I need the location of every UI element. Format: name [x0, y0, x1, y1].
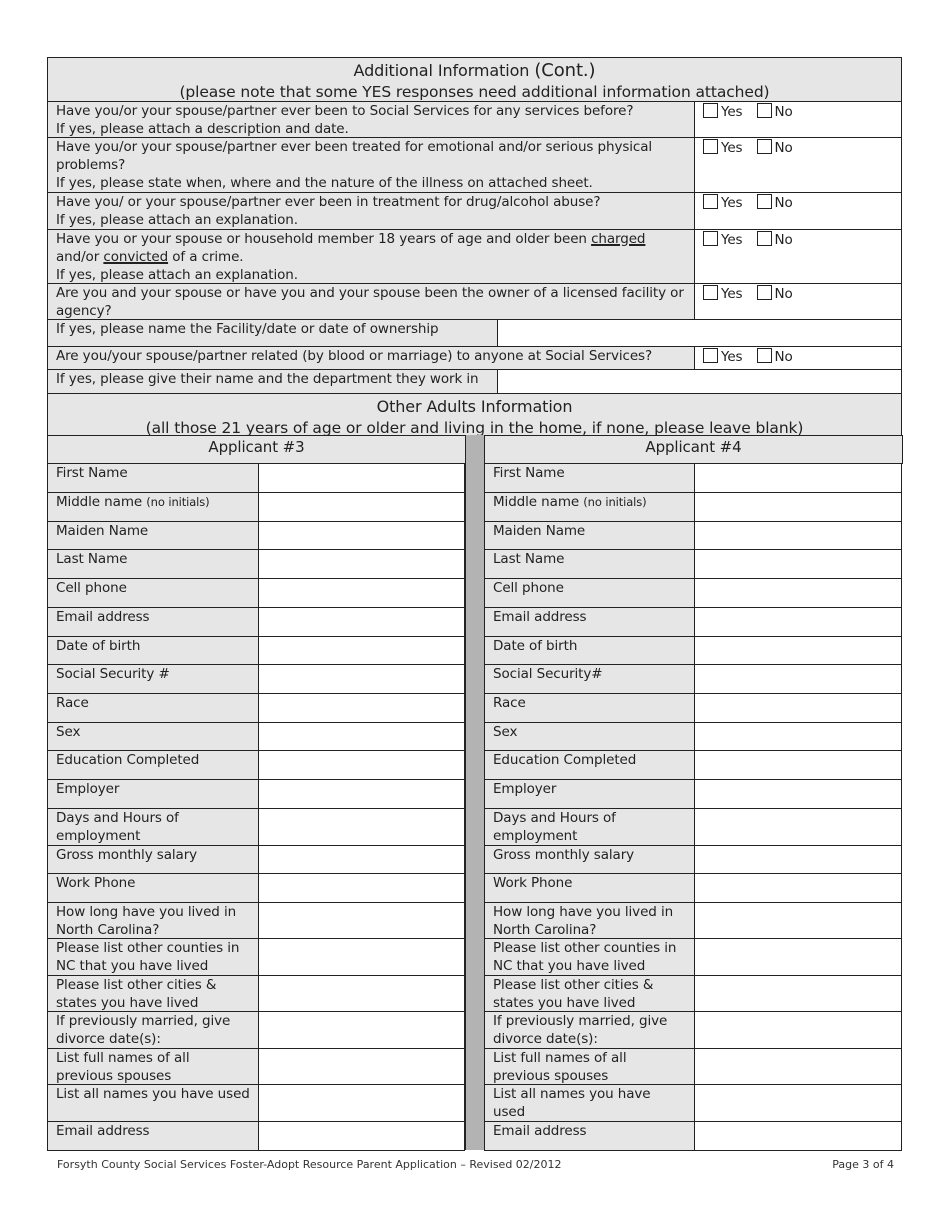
- applicant-header-3: [47, 435, 466, 464]
- field-input[interactable]: [694, 578, 902, 608]
- no-option[interactable]: [757, 348, 793, 369]
- field-label: [47, 750, 259, 780]
- question-text: If yes, please attach a description and date.: [56, 121, 349, 137]
- field-input[interactable]: [694, 975, 902, 1012]
- followup-text: If yes, please give their name and the department they work in: [56, 371, 479, 387]
- field-label: [484, 902, 695, 939]
- field-input[interactable]: [258, 722, 465, 751]
- yes-checkbox[interactable]: [703, 348, 718, 363]
- field-label: [47, 1011, 259, 1049]
- no-option[interactable]: [757, 103, 793, 137]
- yes-option[interactable]: [703, 194, 743, 229]
- additional-info-header: [47, 57, 902, 102]
- field-input[interactable]: [258, 492, 465, 522]
- field-label: [484, 463, 695, 493]
- footer-text: Forsyth County Social Services Foster-Adopt Resource Parent Application – Revised 02/2012: [57, 1158, 562, 1171]
- yes-checkbox[interactable]: [703, 139, 718, 154]
- followup-input[interactable]: [497, 369, 902, 394]
- field-label: [47, 492, 259, 522]
- field-label: [47, 1048, 259, 1085]
- field-label: [47, 975, 259, 1012]
- field-input[interactable]: [258, 607, 465, 637]
- no-checkbox[interactable]: [757, 194, 772, 209]
- field-label-text: If previously married, give divorce date(s):: [493, 1013, 668, 1047]
- yes-label: Yes: [721, 349, 743, 365]
- field-label-text: If previously married, give divorce date(s):: [56, 1013, 231, 1047]
- field-note: (no initials): [146, 495, 210, 509]
- field-label: [484, 492, 695, 522]
- question-text-emphasis: charged: [591, 231, 646, 247]
- field-label-text: Education Completed: [56, 752, 200, 768]
- yes-option[interactable]: [703, 139, 743, 192]
- question-text: Have you or your spouse or household member 18 years of age and older been: [56, 231, 587, 247]
- field-label-text: Date of birth: [493, 638, 578, 654]
- field-input[interactable]: [694, 845, 902, 874]
- field-label-text: Race: [56, 695, 89, 711]
- field-label-text: Email address: [493, 609, 587, 625]
- field-input[interactable]: [694, 664, 902, 694]
- yes-no-answer-2: [694, 137, 902, 193]
- field-label: [484, 750, 695, 780]
- followup-input[interactable]: [497, 319, 902, 347]
- other-adults-header: [47, 393, 902, 436]
- field-label-text: Cell phone: [56, 580, 127, 596]
- field-label-text: Sex: [56, 724, 81, 740]
- field-label: [484, 975, 695, 1012]
- question-text: If yes, please attach an explanation.: [56, 267, 298, 283]
- followup-label: [47, 369, 498, 394]
- field-label: [47, 938, 259, 976]
- field-label-text: Social Security#: [493, 666, 603, 682]
- field-input[interactable]: [258, 845, 465, 874]
- yes-checkbox[interactable]: [703, 194, 718, 209]
- field-input[interactable]: [694, 750, 902, 780]
- field-label: [484, 779, 695, 809]
- applicant-title: Applicant #3: [208, 438, 305, 456]
- question-text: Have you/or your spouse/partner ever been treated for emotional and/or serious physical problems?: [56, 139, 653, 173]
- field-input[interactable]: [258, 664, 465, 694]
- field-input[interactable]: [694, 1084, 902, 1122]
- field-label: [47, 636, 259, 665]
- yes-no-answer-4: [694, 229, 902, 284]
- yes-no-answer-5: [694, 283, 902, 320]
- field-input[interactable]: [258, 693, 465, 723]
- no-label: No: [774, 349, 793, 365]
- field-label: [484, 1084, 695, 1122]
- question-4: [47, 229, 695, 284]
- section-subtitle: (all those 21 years of age or older and living in the home, if none, please leave blank): [145, 419, 804, 436]
- field-input[interactable]: [694, 1121, 902, 1151]
- field-label-text: Please list other cities & states you have lived: [56, 977, 217, 1011]
- field-label-text: Date of birth: [56, 638, 141, 654]
- yes-label: Yes: [721, 140, 743, 156]
- field-label-text: Gross monthly salary: [56, 847, 198, 863]
- question-6: [47, 346, 695, 370]
- field-label-text: Work Phone: [493, 875, 573, 891]
- question-2: [47, 137, 695, 193]
- question-text: Have you/ or your spouse/partner ever been in treatment for drug/alcohol abuse?: [56, 194, 601, 210]
- field-label-text: Last Name: [493, 551, 565, 567]
- field-label: [47, 779, 259, 809]
- field-label-text: Email address: [56, 1123, 150, 1139]
- no-checkbox[interactable]: [757, 103, 772, 118]
- field-input[interactable]: [694, 463, 902, 493]
- field-label-text: List full names of all previous spouses: [56, 1050, 190, 1084]
- field-input[interactable]: [258, 975, 465, 1012]
- field-note: (no initials): [583, 495, 647, 509]
- no-label: No: [774, 232, 793, 248]
- question-text: and/or: [56, 249, 100, 265]
- field-input[interactable]: [694, 873, 902, 903]
- field-input[interactable]: [258, 750, 465, 780]
- field-input[interactable]: [258, 463, 465, 493]
- yes-checkbox[interactable]: [703, 285, 718, 300]
- field-label-text: Education Completed: [493, 752, 637, 768]
- field-input[interactable]: [258, 873, 465, 903]
- field-input[interactable]: [694, 722, 902, 751]
- field-label-text: List all names you have used: [56, 1086, 250, 1102]
- field-label: [484, 1011, 695, 1049]
- yes-no-answer-3: [694, 192, 902, 230]
- followup-label: [47, 319, 498, 347]
- section-subtitle: (please note that some YES responses need additional information attached): [179, 83, 770, 101]
- field-input[interactable]: [694, 521, 902, 550]
- yes-option[interactable]: [703, 285, 743, 319]
- question-5: [47, 283, 695, 320]
- field-input[interactable]: [258, 938, 465, 976]
- field-input[interactable]: [258, 1121, 465, 1151]
- field-label-text: List full names of all previous spouses: [493, 1050, 627, 1084]
- question-3: [47, 192, 695, 230]
- field-input[interactable]: [258, 1084, 465, 1122]
- field-label: [484, 549, 695, 579]
- question-text: Are you and your spouse or have you and your spouse been the owner of a licensed facility or agency?: [56, 285, 684, 319]
- field-input[interactable]: [694, 607, 902, 637]
- field-label: [47, 845, 259, 874]
- field-label: [484, 664, 695, 694]
- field-label-text: List all names you have used: [493, 1086, 651, 1120]
- field-label-text: Middle name: [493, 494, 580, 510]
- field-input[interactable]: [694, 492, 902, 522]
- field-input[interactable]: [258, 1048, 465, 1085]
- field-label: [484, 1121, 695, 1151]
- field-label: [484, 845, 695, 874]
- yes-option[interactable]: [703, 348, 743, 369]
- no-label: No: [774, 195, 793, 211]
- field-label-text: How long have you lived in North Carolina?: [56, 904, 237, 938]
- question-text: If yes, please attach an explanation.: [56, 212, 298, 228]
- field-label-text: Race: [493, 695, 526, 711]
- field-input[interactable]: [258, 578, 465, 608]
- field-label-text: Please list other counties in NC that you have lived: [56, 940, 240, 974]
- field-label-text: Days and Hours of employment: [56, 810, 179, 844]
- field-label-text: Employer: [56, 781, 120, 797]
- field-input[interactable]: [694, 938, 902, 976]
- yes-checkbox[interactable]: [703, 231, 718, 246]
- field-label: [484, 938, 695, 976]
- field-label: [484, 1048, 695, 1085]
- field-label-text: Days and Hours of employment: [493, 810, 616, 844]
- field-input[interactable]: [694, 1011, 902, 1049]
- field-label: [47, 902, 259, 939]
- field-label: [47, 1084, 259, 1122]
- yes-checkbox[interactable]: [703, 103, 718, 118]
- field-input[interactable]: [258, 779, 465, 809]
- question-1: [47, 101, 695, 138]
- field-label-text: Employer: [493, 781, 557, 797]
- field-input[interactable]: [694, 808, 902, 846]
- field-label-text: First Name: [56, 465, 128, 481]
- section-title-cont: (Cont.): [534, 60, 596, 81]
- field-input[interactable]: [694, 779, 902, 809]
- field-input[interactable]: [694, 1048, 902, 1085]
- field-label-text: Please list other cities & states you have lived: [493, 977, 654, 1011]
- field-label-text: Last Name: [56, 551, 128, 567]
- no-label: No: [774, 286, 793, 302]
- question-text-emphasis: convicted: [103, 249, 169, 265]
- yes-label: Yes: [721, 286, 743, 302]
- no-label: No: [774, 140, 793, 156]
- section-title: Other Adults Information: [376, 397, 573, 416]
- field-input[interactable]: [258, 902, 465, 939]
- no-option[interactable]: [757, 231, 793, 283]
- field-label: [47, 1121, 259, 1151]
- question-text: If yes, please state when, where and the nature of the illness on attached sheet.: [56, 175, 593, 191]
- field-label: [484, 607, 695, 637]
- field-label: [47, 578, 259, 608]
- yes-no-answer-6: [694, 346, 902, 370]
- question-text: Are you/your spouse/partner related (by blood or marriage) to anyone at Social Services?: [56, 348, 653, 364]
- field-label-text: Middle name: [56, 494, 143, 510]
- field-label: [484, 722, 695, 751]
- section-title: Additional Information: [353, 61, 530, 80]
- yes-option[interactable]: [703, 231, 743, 283]
- question-text: Have you/or your spouse/partner ever been to Social Services for any services before?: [56, 103, 634, 119]
- followup-text: If yes, please name the Facility/date or date of ownership: [56, 321, 439, 337]
- applicant-title: Applicant #4: [645, 438, 742, 456]
- field-input[interactable]: [258, 549, 465, 579]
- field-input[interactable]: [258, 521, 465, 550]
- question-text: of a crime.: [172, 249, 244, 265]
- no-label: No: [774, 104, 793, 120]
- field-label-text: Gross monthly salary: [493, 847, 635, 863]
- yes-option[interactable]: [703, 103, 743, 137]
- column-divider: [465, 435, 485, 1150]
- field-label: [484, 636, 695, 665]
- field-input[interactable]: [694, 636, 902, 665]
- field-label-text: Work Phone: [56, 875, 136, 891]
- field-label: [47, 521, 259, 550]
- no-option[interactable]: [757, 194, 793, 229]
- field-label: [484, 873, 695, 903]
- yes-label: Yes: [721, 232, 743, 248]
- field-label: [47, 693, 259, 723]
- field-label-text: Maiden Name: [493, 523, 586, 539]
- field-label: [47, 722, 259, 751]
- field-label-text: Social Security #: [56, 666, 170, 682]
- field-label-text: Email address: [56, 609, 150, 625]
- field-label: [47, 873, 259, 903]
- field-input[interactable]: [694, 693, 902, 723]
- yes-label: Yes: [721, 195, 743, 211]
- field-label-text: Email address: [493, 1123, 587, 1139]
- yes-label: Yes: [721, 104, 743, 120]
- field-label: [484, 521, 695, 550]
- field-label: [47, 607, 259, 637]
- field-label-text: Maiden Name: [56, 523, 149, 539]
- yes-no-answer-1: [694, 101, 902, 138]
- page-number: Page 3 of 4: [832, 1158, 894, 1171]
- applicant-header-4: [484, 435, 903, 464]
- field-input[interactable]: [694, 549, 902, 579]
- field-label-text: Cell phone: [493, 580, 564, 596]
- field-label: [484, 808, 695, 846]
- field-label-text: Please list other counties in NC that you have lived: [493, 940, 677, 974]
- no-checkbox[interactable]: [757, 285, 772, 300]
- field-label: [484, 693, 695, 723]
- field-label: [47, 463, 259, 493]
- field-label-text: Sex: [493, 724, 518, 740]
- field-label-text: How long have you lived in North Carolina?: [493, 904, 674, 938]
- field-input[interactable]: [258, 636, 465, 665]
- field-input[interactable]: [258, 1011, 465, 1049]
- field-label-text: First Name: [493, 465, 565, 481]
- no-checkbox[interactable]: [757, 231, 772, 246]
- no-checkbox[interactable]: [757, 348, 772, 363]
- field-label: [484, 578, 695, 608]
- no-checkbox[interactable]: [757, 139, 772, 154]
- no-option[interactable]: [757, 139, 793, 192]
- field-label: [47, 808, 259, 846]
- no-option[interactable]: [757, 285, 793, 319]
- field-label: [47, 664, 259, 694]
- field-input[interactable]: [258, 808, 465, 846]
- field-input[interactable]: [694, 902, 902, 939]
- field-label: [47, 549, 259, 579]
